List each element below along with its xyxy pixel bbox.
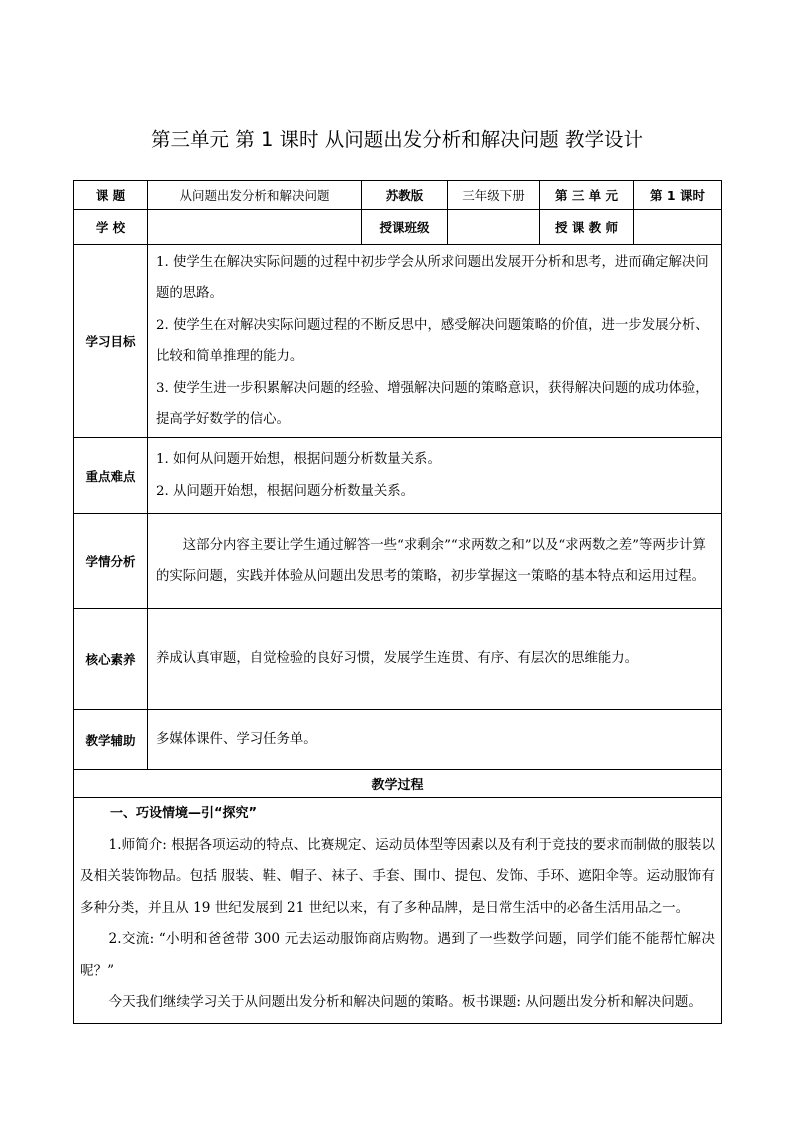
teacher-label: 授 课 教 师 <box>540 210 634 245</box>
process-paragraph: 今天我们继续学习关于从问题出发分析和解决问题的策略。板书课题: 从问题出发分析和解决问题。 <box>108 994 702 1010</box>
analysis-label: 学情分析 <box>74 514 148 609</box>
objective-item: 2. 使学生在对解决实际问题过程的不断反思中，感受解决问题策略的价值，进一步发展分析、比较和简单推理的能力。 <box>156 317 709 364</box>
school-label: 学 校 <box>74 210 148 245</box>
key-points-content <box>148 438 722 514</box>
teacher-value[interactable] <box>634 210 722 245</box>
header-row <box>74 181 722 210</box>
process-content-row <box>74 798 722 1024</box>
process-title-row <box>74 770 722 798</box>
objectives-label: 学习目标 <box>74 245 148 438</box>
grade: 三年级下册 <box>448 181 540 210</box>
objective-item: 1. 使学生在解决实际问题的过程中初步学会从所求问题出发展开分析和思考，进而确定解决问题的思路。 <box>156 254 709 301</box>
process-title: 教学过程 <box>74 770 722 798</box>
unit: 第 三 单 元 <box>540 181 634 210</box>
process-section-heading: 一、巧设情境—引“探究” <box>110 806 258 821</box>
lesson: 第 1 课时 <box>634 181 722 210</box>
class-value[interactable] <box>448 210 540 245</box>
key-point-item: 1. 如何从问题开始想，根据问题分析数量关系。 <box>156 452 441 467</box>
class-label: 授课班级 <box>362 210 448 245</box>
key-points-row <box>74 438 722 514</box>
analysis-row <box>74 514 722 609</box>
objectives-content <box>148 245 722 438</box>
core-literacy-row <box>74 609 722 710</box>
process-paragraph: 1.师简介: 根据各项运动的特点、比赛规定、运动员体型等因素以及有利于竞技的要求而制做的服装以及相关装饰物品。包括 服装、鞋、帽子、袜子、手套、围巾、提包、发饰、手环、遮阳伞等。运动服饰有多种分类，并且从 19 世纪发展到 21 世纪以来，有了多种品牌，是日常生活中的必备生活用品之一。 <box>80 836 715 916</box>
publisher: 苏教版 <box>362 181 448 210</box>
analysis-text: 这部分内容主要让学生通过解答一些“求剩余”“求两数之和”以及“求两数之差”等两步计算的实际问题，实践并体验从问题出发思考的策略，初步掌握这一策略的基本特点和运用过程。 <box>156 537 706 584</box>
analysis-content <box>148 514 722 609</box>
core-literacy-content <box>148 609 722 710</box>
teaching-aids-label: 教学辅助 <box>74 710 148 770</box>
teaching-aids-content <box>148 710 722 770</box>
lesson-plan-table <box>73 180 722 1024</box>
topic-value: 从问题出发分析和解决问题 <box>148 181 362 210</box>
teaching-aids-text: 多媒体课件、学习任务单。 <box>156 731 317 747</box>
document-title: 第三单元 第 1 课时 从问题出发分析和解决问题 教学设计 <box>151 128 643 151</box>
core-literacy-text: 养成认真审题，自觉检验的良好习惯，发展学生连贯、有序、有层次的思维能力。 <box>156 651 639 667</box>
topic-label: 课 题 <box>74 181 148 210</box>
objective-item: 3. 使学生进一步积累解决问题的经验、增强解决问题的策略意识，获得解决问题的成功体验，提高学好数学的信心。 <box>156 380 709 427</box>
process-content <box>74 798 722 1024</box>
objectives-row <box>74 245 722 438</box>
key-point-item: 2. 从问题开始想，根据问题分析数量关系。 <box>156 483 415 499</box>
key-points-label: 重点难点 <box>74 438 148 514</box>
process-paragraph: 2.交流: “小明和爸爸带 300 元去运动服饰商店购物。遇到了一些数学问题，同学们能不能帮忙解决呢？” <box>80 931 715 979</box>
school-row <box>74 210 722 245</box>
school-value[interactable] <box>148 210 362 245</box>
core-literacy-label: 核心素养 <box>74 609 148 710</box>
teaching-aids-row <box>74 710 722 770</box>
